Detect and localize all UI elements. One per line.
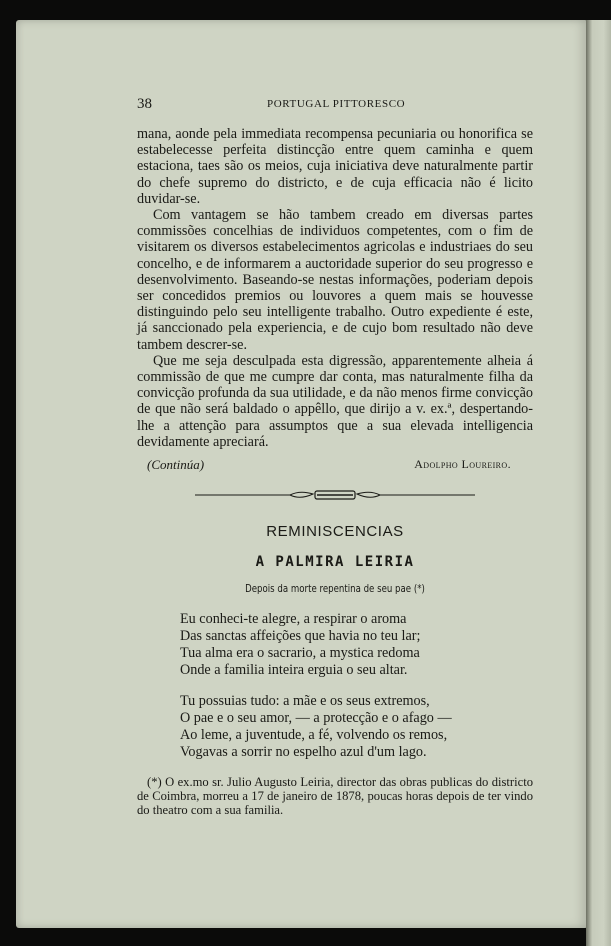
verse-line: Das sanctas affeições que havia no teu lar; — [180, 628, 421, 645]
page-content — [137, 96, 533, 817]
paragraph-1: mana, aonde pela immediata recompensa pecuniaria ou honorifica se estabelecesse perfeita distincção entre quem caminha e quem estaciona, taes são os meios, cuja iniciativa deve naturalmente partir do chefe supremo do districto, e de cuja efficacia não é licito duvidar-se. — [137, 126, 533, 207]
paragraph-2: Com vantagem se hão tambem creado em diversas partes commissões concelhias de individuos competentes, com o fim de visitarem os diversos estabelecimentos agricolas e industriaes do seu concelho, e de informarem a auctoridade superior do seu progresso e desenvolvimento. Baseando-se nestas informações, poderiam depois ser concedidos premios ou louvores a quem mais se houvesse distinguindo pelo seu intelligente trabalho. Outro expediente é este, já sanccionado pela experiencia, e de cujo bom resultado não deve tambem descrer-se. — [137, 207, 533, 353]
page-header — [137, 96, 533, 114]
verse-line: Ao leme, a juventude, a fé, volvendo os remos, — [180, 727, 448, 744]
verse-line: Eu conheci-te alegre, a respirar o aroma — [180, 611, 407, 628]
section-title: REMINISCENCIAS — [266, 523, 404, 541]
paragraph-3: Que me seja desculpada esta digressão, apparentemente alheia á commissão de que me cumpre dar conta, mas naturalmente filha da convicção profunda da sua utilidade, e da não menos firme convicção de que não será baldado o appêllo, que dirijo a v. ex.ª, despertando-lhe a attenção para assumptos que a sua elevada intelligencia devidamente apreciará. — [137, 352, 533, 450]
continued-note: (Continúa) — [147, 457, 205, 473]
poem-subtitle: Depois da morte repentina de seu pae (*) — [245, 583, 425, 596]
footnote: (*) O ex.mo sr. Julio Augusto Leiria, director das obras publicas do districto de Coimbra, morreu a 17 de janeiro de 1878, poucas horas depois de ter vindo do theatro com a sua familia. — [137, 775, 533, 818]
ornament-divider — [195, 489, 475, 501]
running-title: PORTUGAL PITTORESCO — [267, 98, 406, 110]
page-number: 38 — [137, 96, 152, 112]
verse-line: Onde a familia inteira erguia o seu altar. — [180, 662, 408, 679]
verse-line: O pae e o seu amor, — a protecção e o afago — — [180, 710, 452, 727]
verse-line: Tu possuias tudo: a mãe e os seus extremos, — [180, 693, 430, 710]
signoff — [137, 457, 533, 475]
verse-line: Tua alma era o sacrario, a mystica redoma — [180, 645, 420, 662]
stanza-1 — [180, 611, 533, 679]
poem-dedication: A PALMIRA LEIRIA — [255, 554, 415, 571]
author-signature: Adolpho Loureiro. — [414, 457, 511, 472]
verse-line: Vogavas a sorrir no espelho azul d'um lago. — [180, 744, 427, 761]
article-body — [137, 126, 533, 450]
stanza-2 — [180, 693, 533, 761]
page-edge — [586, 20, 611, 946]
